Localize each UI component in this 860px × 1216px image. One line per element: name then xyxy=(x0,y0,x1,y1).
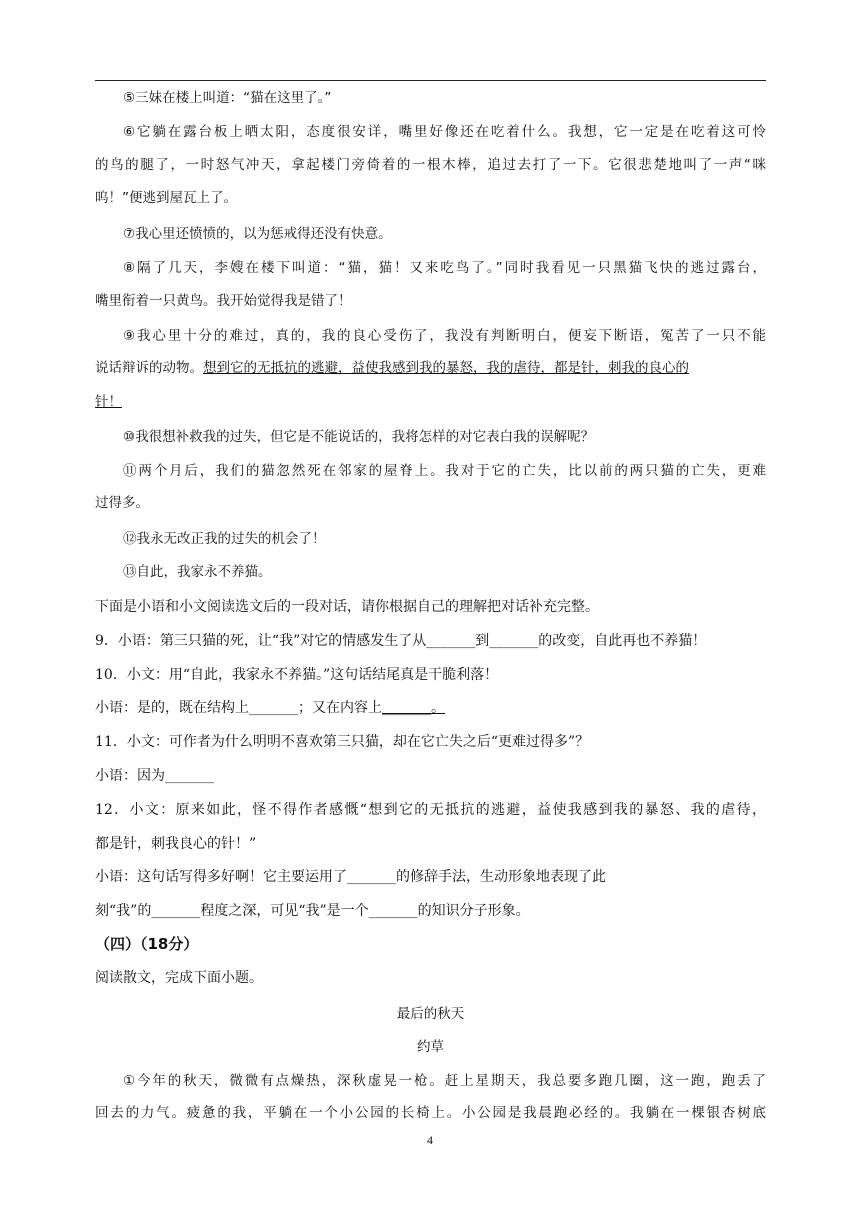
question-9: 9．小语：第三只猫的死，让“我”对它的情感发生了从_______到_______的改变，自此再也不养猫！ xyxy=(95,633,707,649)
header-rule xyxy=(95,80,766,81)
paragraph-6-line-2: 的鸟的腿了，一时怒气冲天，拿起楼门旁倚着的一根木棒，追过去打了一下。它很悲楚地叫了一声“咪 xyxy=(95,157,766,173)
paragraph-9-line-3 xyxy=(95,392,766,412)
essay-paragraph-1-line-2: 回去的力气。疲惫的我，平躺在一个小公园的长椅上。小公园是我晨跑必经的。我躺在一棵银杏树底 xyxy=(95,1105,766,1121)
paragraph-7: ⑦我心里还愤愤的，以为惩戒得还没有快意。 xyxy=(123,226,392,242)
question-12-line-1: 12．小文：原来如此，怪不得作者感慨“想到它的无抵抗的逃避，益使我感到我的暴怒、我的虐待， xyxy=(95,802,766,818)
paragraph-8-line-2: 嘴里衔着一只黄鸟。我开始觉得我是错了！ xyxy=(95,293,352,309)
paragraph-13: ⑬自此，我家永不养猫。 xyxy=(123,564,272,580)
question-11: 11．小文：可作者为什么明明不喜欢第三只猫，却在它亡失之后“更难过得多”？ xyxy=(95,734,590,750)
answer-11: 小语：因为_______ xyxy=(95,768,214,784)
paragraph-11-line-2: 过得多。 xyxy=(95,495,149,511)
paragraph-9-underlined-end: 针！ xyxy=(95,394,122,410)
paragraph-8-line-1: ⑧隔了几天，李嫂在楼下叫道：“猫，猫！又来吃鸟了。”同时我看见一只黑猫飞快的逃过露台， xyxy=(123,260,766,276)
dialogue-intro: 下面是小语和小文阅读选文后的一段对话，请你根据自己的理解把对话补充完整。 xyxy=(95,599,599,615)
answer-12-line-1: 小语：这句话写得多好啊！它主要运用了_______的修辞手法，生动形象地表现了此 xyxy=(95,869,606,885)
paragraph-9-underlined-sentence: 想到它的无抵抗的逃避，益使我感到我的暴怒，我的虐待，都是针，刺我的良心的 xyxy=(203,360,689,376)
paragraph-6-line-3: 呜！”便逃到屋瓦上了。 xyxy=(95,190,237,206)
page-number: 4 xyxy=(427,1133,433,1147)
paragraph-9-line-2 xyxy=(95,358,766,378)
essay-title: 最后的秋天 xyxy=(396,1006,465,1022)
reading-instruction: 阅读散文，完成下面小题。 xyxy=(95,970,263,986)
paragraph-9-plain-text: 说话辩诉的动物。 xyxy=(95,360,203,376)
paragraph-9-line-1: ⑨我心里十分的难过，真的，我的良心受伤了，我没有判断明白，便妄下断语，冤苦了一只不能 xyxy=(123,328,766,344)
answer-10 xyxy=(95,698,766,718)
paragraph-11-line-1: ⑪两个月后，我们的猫忽然死在邻家的屋脊上。我对于它的亡失，比以前的两只猫的亡失，更难 xyxy=(123,463,766,479)
essay-author: 约草 xyxy=(417,1039,444,1055)
paragraph-12: ⑫我永无改正我的过失的机会了！ xyxy=(123,531,326,547)
answer-12-line-2: 刻“我”的_______程度之深，可见“我”是一个_______的知识分子形象。 xyxy=(95,903,530,919)
question-12-line-2: 都是针，刺我良心的针！” xyxy=(95,836,257,852)
section-heading: （四）（18分） xyxy=(95,935,199,953)
essay-paragraph-1-line-1: ①今年的秋天，微微有点燥热，深秋虚晃一枪。赶上星期天，我总要多跑几圈，这一跑，跑丢了 xyxy=(123,1073,766,1089)
answer-10-text: 小语：是的，既在结构上_______；又在内容上 xyxy=(95,700,382,716)
paragraph-10: ⑩我很想补救我的过失，但它是不能说话的，我将怎样的对它表白我的误解呢？ xyxy=(123,429,595,445)
answer-10-blank: _______。 xyxy=(382,700,445,716)
paragraph-6-line-1: ⑥它躺在露台板上晒太阳，态度很安详，嘴里好像还在吃着什么。我想，它一定是在吃着这可怜 xyxy=(123,124,766,140)
paragraph-5: ⑤三妹在楼上叫道：“猫在这里了。” xyxy=(123,90,332,106)
question-10: 10．小文：用“自此，我家永不养猫。”这句话结尾真是干脆利落！ xyxy=(95,667,499,683)
